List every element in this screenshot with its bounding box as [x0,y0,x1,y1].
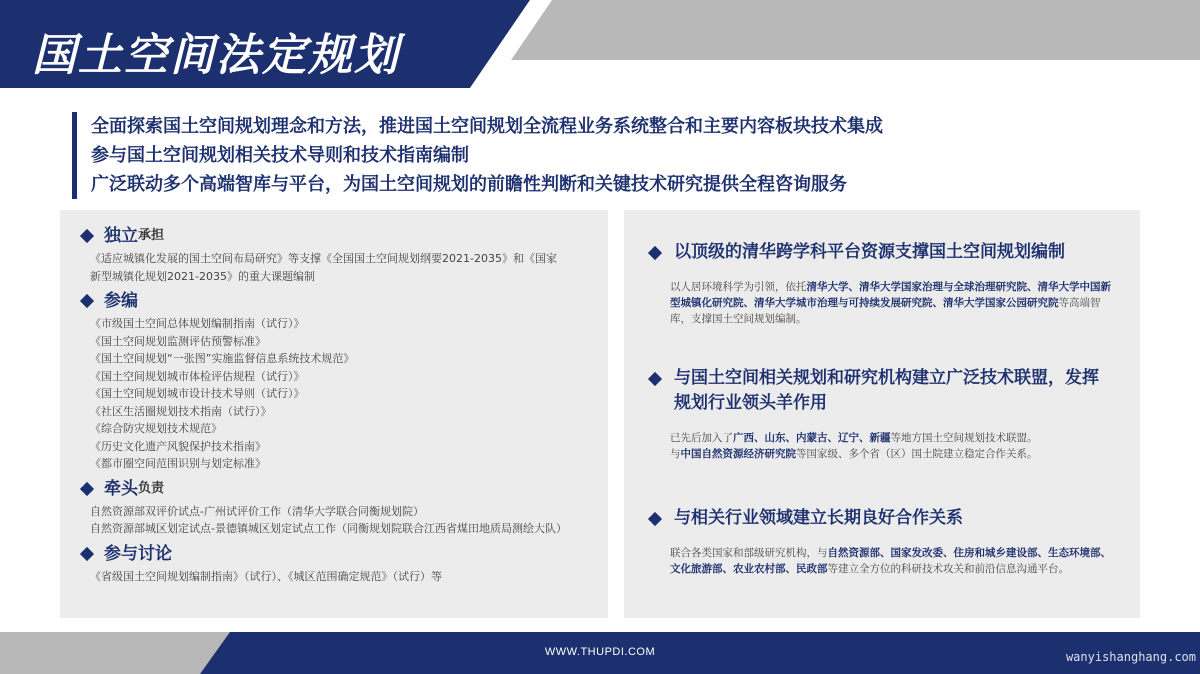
body-text: 联合各类国家和部级研究机构，与 [670,547,828,559]
right-panel [624,210,1140,618]
diamond-icon [80,294,94,308]
section-heading-main: 牵头 [104,478,138,499]
section-heading-suffix: 负责 [138,480,165,496]
body-line: 《社区生活圈规划技术指南（试行）》 [90,404,272,418]
section-discuss-body [90,568,592,586]
body-text: 等高端智库，支撑国土空间规划编制。 [670,297,1101,325]
body-line: 《省级国土空间规划编制指南》（试行）、《城区范围确定规范》（试行）等 [90,569,442,583]
body-line: 《国土空间规划监测评估预警标准》 [90,334,266,348]
section-participate-body [90,315,592,473]
diamond-icon [80,481,94,495]
intro-line-1: 全面探索国土空间规划理念和方法，推进国土空间规划全流程业务系统整合和主要内容板块技术集成 [91,116,883,137]
body-line: 《历史文化遗产风貌保护技术指南》 [90,439,266,453]
body-line: 自然资源部城区划定试点-景德镇城区划定试点工作（同衡规划院联合江西省煤田地质局测绘大队） [90,522,567,535]
diamond-icon [80,229,94,243]
body-text: 已先后加入了 [670,432,733,444]
body-line: 新型城镇化规划2021-2035》的重大课题编制 [90,269,315,283]
body-text: 等建立全方位的科研技术攻关和前沿信息沟通平台。 [827,563,1069,575]
body-line: 《综合防灾规划技术规范》 [90,422,222,435]
right-section-alliance [646,366,1118,462]
body-bold-text: 中国自然资源经济研究院 [680,448,796,460]
left-panel [60,210,608,618]
heading-text: 与相关行业领域建立长期良好合作关系 [674,508,963,528]
body-line: 《都市圈空间范围识别与划定标准》 [90,457,266,470]
body-text: 与 [670,448,681,460]
heading-text: 以顶级的清华跨学科平台资源支撑国土空间规划编制 [674,242,1065,262]
heading-line-2: 规划行业领头羊作用 [674,393,827,413]
right-section-heading [646,366,1118,416]
body-text: 等地方国土空间规划技术联盟。 [890,432,1038,444]
diamond-icon [80,546,94,560]
heading-line-1: 与国土空间相关规划和研究机构建立广泛技术联盟，发挥 [674,368,1099,388]
section-heading-main: 参编 [104,291,138,311]
body-text: 等国家级、多个省（区）国土院建立稳定合作关系。 [796,448,1038,460]
body-bold-text: 广西、山东、内蒙古、辽宁、新疆 [733,432,891,444]
intro-block [72,112,1151,199]
right-section-body [670,545,1118,577]
body-line: 《市级国土空间总体规划编制指南（试行）》 [90,317,305,330]
intro-line-3: 广泛联动多个高端智库与平台，为国土空间规划的前瞻性判断和关键技术研究提供全程咨询服务 [91,174,847,195]
right-section-heading [646,240,1118,265]
section-discuss-heading [76,542,592,566]
body-line [670,446,1118,462]
diamond-icon [648,372,662,386]
right-section-cooperation [646,506,1118,577]
section-participate-heading [76,289,592,313]
body-line: 《国土空间规划“一张图”实施监督信息系统技术规范》 [90,352,355,365]
section-heading-main: 独立 [104,226,138,246]
section-heading-main: 参与讨论 [104,543,172,564]
section-heading-suffix: 承担 [138,228,165,243]
intro-line-2: 参与国土空间规划相关技术导则和技术指南编制 [91,145,469,166]
body-line: 《国土空间规划城市设计技术导则（试行）》 [90,387,305,400]
page-title: 国土空间法定规划 [32,30,400,81]
body-line: 自然资源部双评价试点-广州试评价工作（清华大学联合同衡规划院） [90,504,424,518]
body-line: 《国土空间规划城市体检评估规程（试行）》 [90,369,305,383]
section-lead-heading [76,477,592,501]
diamond-icon [648,246,662,260]
body-bold-text: 自然资源部、国家发改委、住房和城乡建设部、生态环境部、文化旅游部、农业农村部、民政部 [670,547,1111,575]
right-section-tsinghua [646,240,1118,327]
body-line [670,430,1118,446]
section-lead-body [90,503,592,538]
right-section-body [670,279,1118,327]
body-text: 以人居环境科学为引领，依托 [670,281,807,293]
body-line: 《适应城镇化发展的国土空间布局研究》等支撑《全国国土空间规划纲要2021-2035》和《国家 [90,252,557,265]
diamond-icon [648,512,662,526]
section-independent-body [90,250,592,285]
right-section-body [670,430,1118,462]
right-section-heading [646,506,1118,531]
body-bold-text: 清华大学、清华大学国家治理与全球治理研究院、清华大学中国新型城镇化研究院、清华大学城市治理与可持续发展研究院、清华大学国家公园研究院 [670,281,1111,309]
footer-url[interactable]: WWW.THUPDI.COM [544,646,656,658]
section-independent-heading [76,224,592,248]
watermark: wanyishanghang.com [1065,650,1196,664]
heading-text [674,366,1099,416]
